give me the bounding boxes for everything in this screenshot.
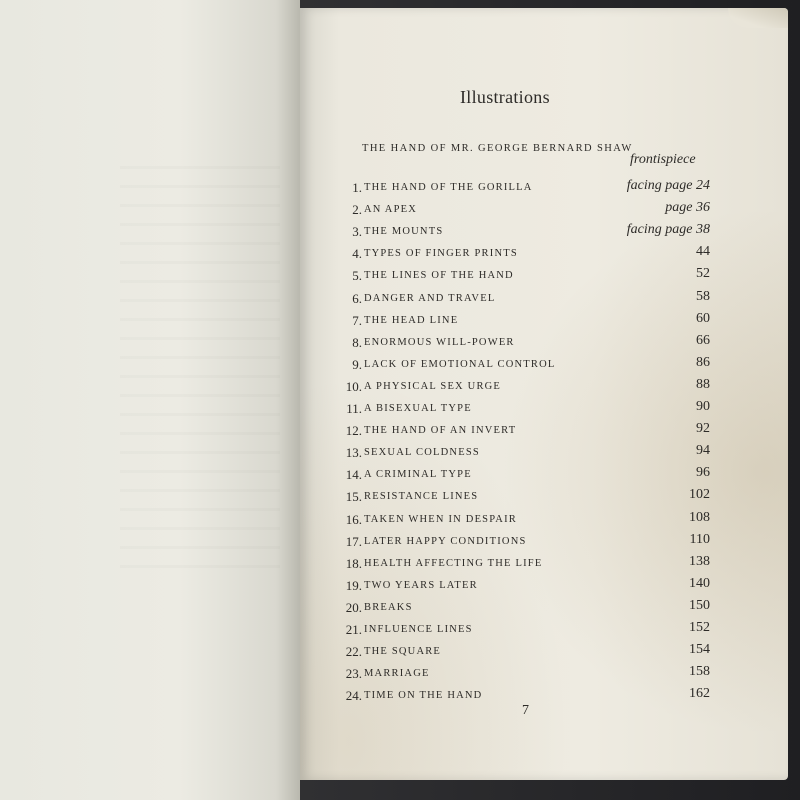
list-item [340,288,710,309]
item-caption: DANGER AND TRAVEL [364,292,496,304]
list-item [340,310,710,331]
list-item [340,332,710,353]
item-number: 18. [345,555,362,571]
item-number: 11. [346,401,362,416]
item-page: 86 [696,354,710,370]
item-caption: AN APEX [364,204,418,216]
item-number: 10. [345,378,362,394]
item-page: 94 [696,443,710,459]
item-page: 150 [689,597,710,613]
item-number: 1. [352,180,362,195]
item-page: 152 [689,620,710,635]
item-number: 24. [345,688,362,704]
list-item [340,354,710,375]
item-number: 17. [345,533,362,549]
item-number: 7. [352,312,362,328]
item-number: 13. [345,445,362,461]
item-caption: LATER HAPPY CONDITIONS [364,535,527,547]
item-caption: A CRIMINAL TYPE [364,469,472,481]
item-page: facing page 38 [626,222,710,238]
item-page: facing page 24 [626,178,710,193]
list-item [340,553,710,574]
item-number: 22. [345,644,362,660]
frontispiece-caption: THE HAND OF MR. GEORGE BERNARD SHAW [362,143,633,154]
list-item [340,644,710,662]
list-item [340,622,710,640]
item-page: 138 [689,553,710,569]
frontispiece-page: frontispiece [630,152,696,167]
list-item [340,575,710,596]
list-item [340,268,710,286]
list-item [340,376,710,397]
item-number: 5. [352,268,362,284]
item-caption: SEXUAL COLDNESS [364,447,480,459]
page-number: 7 [522,703,529,718]
item-number: 2. [352,202,362,218]
item-caption: BREAKS [364,601,413,613]
item-page: 108 [689,509,710,525]
item-page: 96 [696,465,710,481]
list-item [340,401,710,419]
item-number: 16. [345,511,362,527]
item-caption: A PHYSICAL SEX URGE [364,380,502,392]
list-item [340,423,710,441]
list-item [340,180,710,198]
item-number: 9. [352,356,362,372]
item-caption: THE HEAD LINE [364,314,459,326]
item-page: 66 [696,332,710,348]
page-corner-fold [728,8,788,28]
item-page: 52 [696,266,710,282]
item-page: 92 [696,421,710,437]
item-page: 60 [696,310,710,326]
item-number: 20. [345,599,362,615]
item-page: 58 [696,288,710,304]
item-page: 162 [689,686,710,702]
item-number: 12. [345,423,362,439]
list-item [340,224,710,242]
item-page: 158 [689,664,710,680]
item-caption: A BISEXUAL TYPE [364,403,472,414]
list-item [340,509,710,530]
right-page [300,8,788,780]
item-caption: HEALTH AFFECTING THE LIFE [364,557,543,569]
item-caption: TAKEN WHEN IN DESPAIR [364,513,517,525]
item-caption: THE SQUARE [364,646,442,658]
item-caption: TYPES OF FINGER PRINTS [364,248,518,260]
item-caption: INFLUENCE LINES [364,624,473,635]
item-caption: TWO YEARS LATER [364,579,478,591]
item-caption: ENORMOUS WILL-POWER [364,336,515,348]
item-page: 90 [696,399,710,414]
item-number: 3. [352,224,362,240]
item-caption: LACK OF EMOTIONAL CONTROL [364,358,556,370]
item-caption: THE LINES OF THE HAND [364,270,514,282]
list-item [340,246,710,264]
item-page: 154 [689,642,710,658]
item-caption: RESISTANCE LINES [364,491,479,503]
list-item [340,202,710,220]
item-caption: THE HAND OF AN INVERT [364,425,517,437]
list-item [340,666,710,684]
item-caption: THE HAND OF THE GORILLA [364,182,533,193]
list-item [340,489,710,507]
list-item [340,445,710,463]
page-title: Illustrations [460,87,550,107]
item-page: 88 [696,376,710,392]
item-page: 44 [696,244,710,260]
item-number: 23. [345,666,362,682]
item-number: 19. [345,577,362,593]
item-number: 4. [352,246,362,262]
item-number: 21. [345,622,362,637]
item-caption: MARRIAGE [364,668,430,680]
list-item [340,531,710,552]
list-item [340,467,710,485]
item-page: page 36 [665,200,710,216]
item-number: 6. [352,290,362,306]
item-number: 8. [352,334,362,350]
item-caption: TIME ON THE HAND [364,690,483,702]
item-page: 102 [689,487,710,503]
item-caption: THE MOUNTS [364,226,444,238]
item-number: 15. [345,489,362,505]
item-page: 110 [689,531,710,547]
list-item [340,597,710,618]
show-through-text [120,150,280,570]
item-page: 140 [689,575,710,591]
left-page [0,0,300,800]
item-number: 14. [345,467,362,483]
